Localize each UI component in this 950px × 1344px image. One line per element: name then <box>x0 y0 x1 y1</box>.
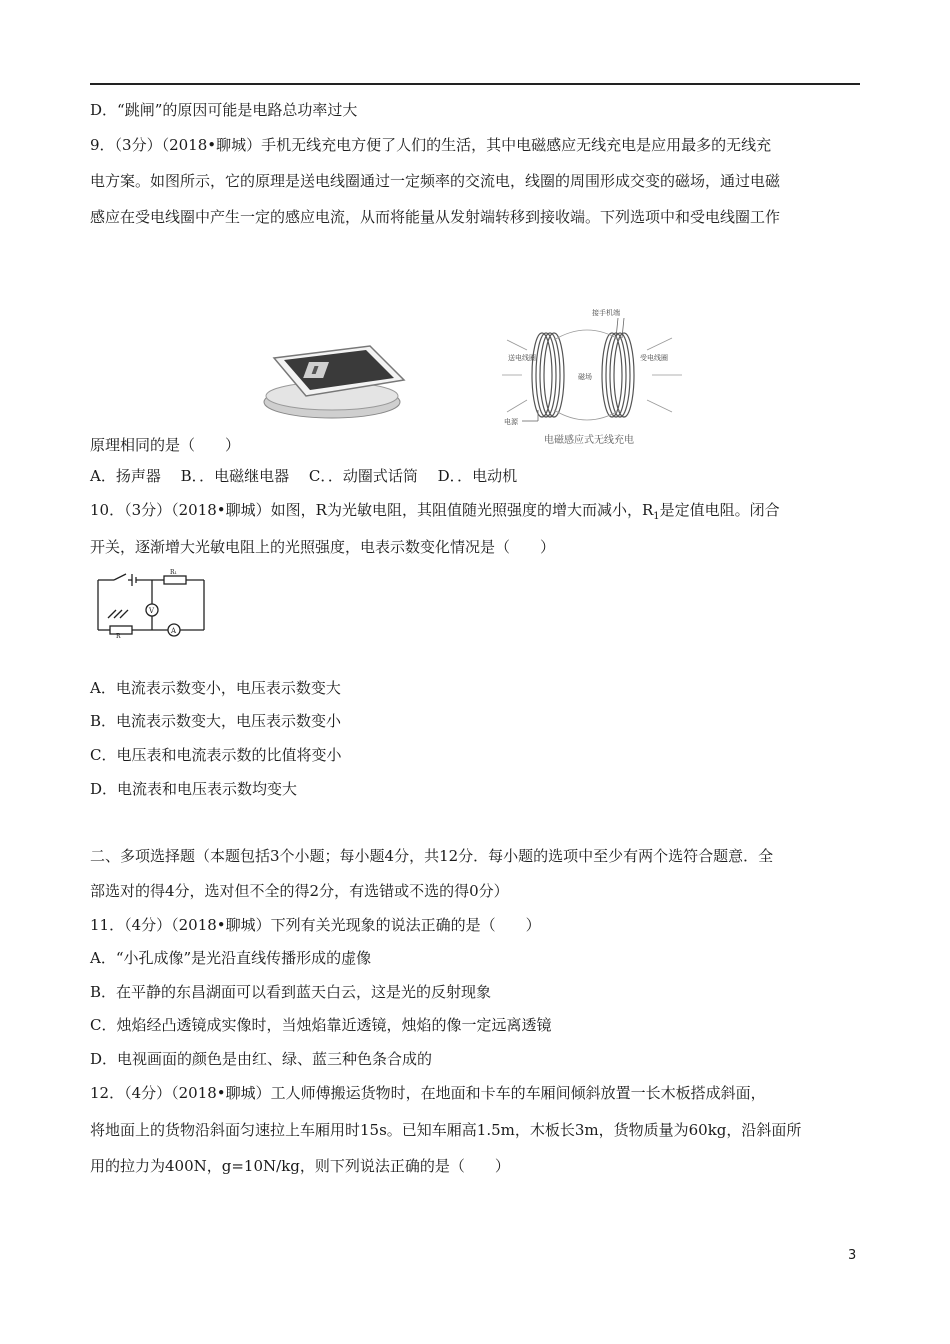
q11-option-d: D．电视画面的颜色是由红、绿、蓝三种色条合成的 <box>90 1050 433 1068</box>
circuit-diagram <box>92 568 210 638</box>
label-ammeter: A <box>171 627 177 635</box>
q9-stem-line-1: 9．（3分）（2018•聊城）手机无线充电方便了人们的生活，其中电磁感应无线充电是应用最多的无线充 <box>90 136 772 154</box>
q10-stem-line-1: 10．（3分）（2018•聊城）如图，R为光敏电阻，其阻值随光照强度的增大而减小，$R_1$是定值电阻。闭合 <box>90 501 780 522</box>
q9-stem-line-2: 电方案。如图所示，它的原理是送电线圈通过一定频率的交流电，线圈的周围形成交变的磁场，通过电磁 <box>90 172 781 190</box>
label-phone-end: 接手机端 <box>592 309 620 317</box>
label-voltmeter: V <box>149 607 155 615</box>
wireless-charging-diagram <box>492 300 707 448</box>
section2-heading-line-1: 二、多项选择题（本题包括3个小题；每小题4分，共12分．每小题的选项中至少有两个选符合题意．全 <box>90 847 774 865</box>
label-r: R <box>116 633 121 638</box>
q9-stem-line-3: 感应在受电线圈中产生一定的感应电流，从而将能量从发射端转移到接收端。下列选项中和受电线圈工作 <box>90 208 781 226</box>
label-power: 电源 <box>504 418 518 426</box>
q10-option-a: A．电流表示数变小，电压表示数变大 <box>90 679 341 697</box>
q9-options: A．扬声器 B．．电磁继电器 C．．动圈式话筒 D．．电动机 <box>90 467 518 485</box>
diagram-caption: 电磁感应式无线充电 <box>544 435 634 446</box>
header-rule <box>90 83 860 85</box>
q8-option-d: D．“跳闸”的原因可能是电路总功率过大 <box>90 101 358 119</box>
q12-stem-line-1: 12．（4分）（2018•聊城）工人师傅搬运货物时，在地面和卡车的车厢间倾斜放置一长木板搭成斜面， <box>90 1084 766 1102</box>
q10-option-c: C．电压表和电流表示数的比值将变小 <box>90 746 342 764</box>
label-r1: R₁ <box>170 569 177 576</box>
label-send-coil: 送电线圈 <box>508 354 536 362</box>
q11-option-c: C．烛焰经凸透镜成实像时，当烛焰靠近透镜，烛焰的像一定远离透镜 <box>90 1016 552 1034</box>
label-magnetic-field: 磁场 <box>578 373 592 381</box>
q10-stem-line-2: 开关，逐渐增大光敏电阻上的光照强度，电表示数变化情况是（ ） <box>90 538 556 556</box>
page-number: 3 <box>848 1248 857 1263</box>
q9-stem-line-4: 原理相同的是（ ） <box>90 436 241 454</box>
q10-option-d: D．电流表和电压表示数均变大 <box>90 780 298 798</box>
q11-option-b: B．在平静的东昌湖面可以看到蓝天白云，这是光的反射现象 <box>90 983 492 1001</box>
q12-stem-line-2: 将地面上的货物沿斜面匀速拉上车厢用时15s。已知车厢高1.5m，木板长3m，货物质量为60kg，沿斜面所 <box>90 1121 802 1139</box>
q12-stem-line-3: 用的拉力为400N，g=10N/kg，则下列说法正确的是（ ） <box>90 1157 510 1175</box>
q11-option-a: A．“小孔成像”是光沿直线传播形成的虚像 <box>90 949 372 967</box>
q11-stem: 11．（4分）（2018•聊城）下列有关光现象的说法正确的是（ ） <box>90 916 541 934</box>
section2-heading-line-2: 部选对的得4分，选对但不全的得2分，有选错或不选的得0分） <box>90 882 509 900</box>
label-receive-coil: 受电线圈 <box>640 354 668 362</box>
phone-charging-illustration <box>262 340 412 425</box>
q10-option-b: B．电流表示数变大，电压表示数变小 <box>90 712 342 730</box>
